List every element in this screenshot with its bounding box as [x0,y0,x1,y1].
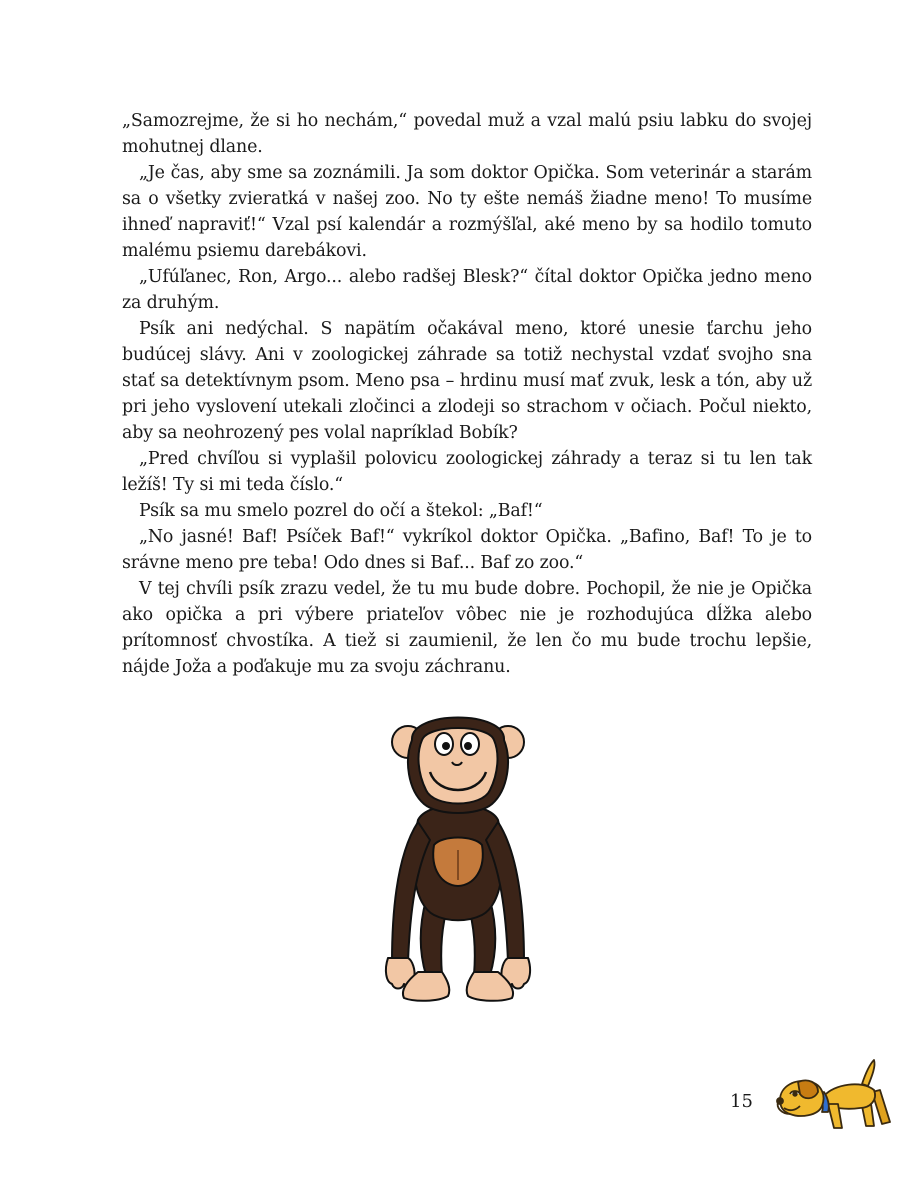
dog-illustration [774,1056,894,1136]
paragraph: „Ufúľanec, Ron, Argo... alebo radšej Blesk?“ čítal doktor Opička jedno meno za druhým. [122,267,812,313]
paragraph: V tej chvíli psík zrazu vedel, že tu mu bude dobre. Pochopil, že nie je Opička ako opička a pri výbere priateľov vôbec nie je rozhodujúca dĺžka alebo prítomnosť chvostíka. A tiež si zaumienil, že len čo mu bude trochu lepšie, nájde Joža a poďakuje mu za svoju záchranu. [122,579,812,677]
paragraph: „Pred chvíľou si vyplašil polovicu zoologickej záhrady a teraz si tu len tak ležíš! Ty si mi teda číslo.“ [122,449,812,495]
paragraph: „Samozrejme, že si ho nechám,“ povedal muž a vzal malú psiu labku do svojej mohutnej dlane. [122,111,812,157]
paragraph: Psík sa mu smelo pozrel do očí a štekol: „Baf!“ [139,501,543,521]
paragraph: Psík ani nedýchal. S napätím očakával meno, ktoré unesie ťarchu jeho budúcej slávy. Ani v zoologickej záhrade sa totiž nechystal vzdať svojho sna stať sa detektívnym psom. Meno psa – hrdinu musí mať zvuk, lesk a tón, aby už pri jeho vyslovení utekali zločinci a zlodeji so strachom v očiach. Počul niekto, aby sa neohrozený pes volal napríklad Bobík? [122,319,812,443]
paragraph: „Je čas, aby sme sa zoznámili. Ja som doktor Opička. Som veterinár a starám sa o všetky zvieratká v našej zoo. No ty ešte nemáš žiadne meno! To musíme ihneď napraviť!“ Vzal psí kalendár a rozmýšľal, aké meno by sa hodilo tomuto malému psiemu darebákovi. [122,163,812,261]
paragraph: „No jasné! Baf! Psíček Baf!“ vykríkol doktor Opička. „Bafino, Baf! To je to srávne meno pre teba! Odo dnes si Baf... Baf zo zoo.“ [122,527,812,573]
page-text [122,108,812,680]
page-number: 15 [730,1091,753,1112]
chimpanzee-illustration [378,700,538,1025]
